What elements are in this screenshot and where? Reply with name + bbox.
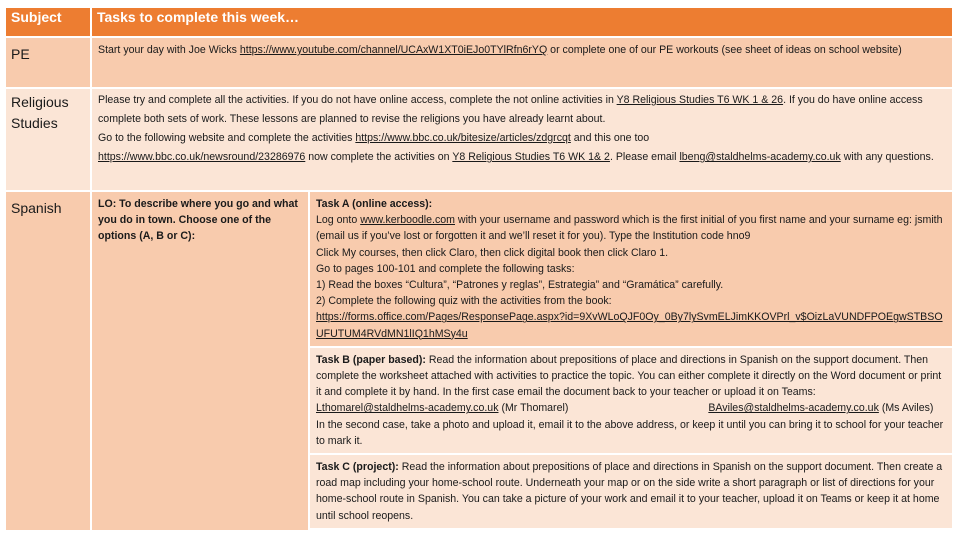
subject-cell-spanish — [5, 191, 91, 531]
thomarel-email-link[interactable]: Lthomarel@staldhelms-academy.co.uk — [316, 402, 499, 415]
re-text-5: now complete the activities on — [305, 151, 453, 163]
spanish-task-a — [310, 192, 952, 348]
re-teacher-email-link[interactable]: lbeng@staldhelms-academy.co.uk — [679, 151, 841, 163]
task-b-teacher-1: (Mr Thomarel) — [498, 402, 569, 415]
tasks-cell-religious-studies — [91, 88, 953, 191]
task-a-text-2: Click My courses, then click Claro, then click digital book then click Claro 1. — [316, 246, 669, 259]
header-tasks: Tasks to complete this week… — [97, 9, 300, 25]
subject-religious-studies: Religious Studies — [11, 94, 69, 131]
subject-cell-religious-studies — [5, 88, 91, 191]
pe-tasks-text — [92, 38, 952, 62]
table-header-row — [5, 7, 953, 37]
table-row-spanish — [5, 191, 953, 531]
task-c-title: Task C (project): — [316, 461, 399, 474]
task-c-text-1: Read the information about prepositions of place and directions in Spanish on the support document. Then create a road map including your home-school route. Underneath your map or on the side write a short paragraph or list of directions for your home-school route in Spanish. You can take a picture of your work and email it to your teacher, upload it on Teams or keep it at home until school reopens. — [316, 461, 943, 522]
pe-text-1: Start your day with Joe Wicks — [98, 44, 240, 56]
spanish-learning-objective: LO: To describe where you go and what you do in town. Choose one of the options (A, B or C): — [92, 192, 310, 530]
task-b-teacher-2: (Ms Aviles) — [878, 402, 934, 415]
quiz-form-link[interactable]: https://forms.office.com/Pages/ResponsePage.aspx?id=9XvWLoQJF0Oy_0By7lySvmELJimKKOVPrl_v$OizLaVUNDFPOEgwSTBSOUFUTUM4RVdMN1lIQ1hMSy4u — [316, 311, 943, 340]
joe-wicks-link[interactable]: https://www.youtube.com/channel/UCAxW1XT0iEJo0TYlRfn6rYQ — [239, 44, 548, 56]
tasks-cell-spanish — [91, 191, 953, 531]
tasks-cell-pe — [91, 37, 953, 88]
task-a-text-1b: with your username and password which is the first initial of you first name and your surname eg: jsmith (email us if you’ve lost or forgotten it and we’ll reset it for you). Type the Institution code hno9 — [316, 214, 943, 243]
re-text-1: Please try and complete all the activities. If you do not have online access, complete the not online activities in — [98, 94, 617, 106]
task-b-title: Task B (paper based): — [316, 353, 426, 366]
bbc-newsround-link[interactable]: https://www.bbc.co.uk/newsround/23286976 — [98, 151, 306, 163]
task-a-text-3: Go to pages 100-101 and complete the following tasks: — [316, 262, 575, 275]
task-a-text-1a: Log onto — [316, 214, 361, 227]
spanish-split — [92, 192, 952, 530]
header-tasks-cell — [91, 7, 953, 37]
aviles-email-link[interactable]: BAviles@staldhelms-academy.co.uk — [708, 402, 879, 415]
table-row-pe — [5, 37, 953, 88]
re-text-6: . Please email — [609, 151, 680, 163]
weekly-tasks-table — [4, 6, 954, 532]
task-b-text-2: In the second case, take a photo and upload it, email it to the above address, or keep it until you can bring it to school for your teacher to mark it. — [316, 418, 944, 447]
re-text-7: with any questions. — [840, 151, 934, 163]
re-wk1-26-link[interactable]: Y8 Religious Studies T6 WK 1 & 26 — [616, 94, 784, 106]
re-tasks-text — [92, 89, 952, 169]
subject-pe: PE — [11, 46, 30, 62]
kerboodle-link[interactable]: www.kerboodle.com — [360, 214, 455, 227]
spanish-task-list — [310, 192, 952, 530]
pe-text-2: or complete one of our PE workouts (see sheet of ideas on school website) — [547, 44, 902, 56]
re-text-4: and this one too — [570, 132, 650, 144]
table-row-religious-studies — [5, 88, 953, 191]
re-text-2: . If you do have online access complete both sets of work. These lessons are planned to revise the religions you have already learnt about. — [98, 94, 923, 125]
spanish-task-c — [310, 455, 952, 530]
re-wk1-2-link[interactable]: Y8 Religious Studies T6 WK 1& 2 — [452, 151, 610, 163]
spanish-task-b — [310, 348, 952, 455]
subject-spanish: Spanish — [11, 200, 62, 216]
task-a-text-4: 1) Read the boxes “Cultura”, “Patrones y reglas”, Estrategia” and “Gramática” carefully. — [316, 279, 724, 292]
task-b-text-1: Read the information about prepositions of place and directions in Spanish on the support document. Then complete the worksheet attached with activities to practice the topic. You can either complete it directly on the Word document or print it and complete it by hand. In the first case email the document back to your teacher or upload it on Teams: — [316, 353, 942, 399]
header-subject-cell — [5, 7, 91, 37]
subject-cell-pe — [5, 37, 91, 88]
task-a-text-5: 2) Complete the following quiz with the activities from the book: — [316, 295, 612, 308]
re-text-3: Go to the following website and complete the activities — [98, 132, 356, 144]
task-a-title: Task A (online access): — [316, 198, 433, 210]
bbc-bitesize-link[interactable]: https://www.bbc.co.uk/bitesize/articles/zdgrcqt — [355, 132, 571, 144]
header-subject: Subject — [11, 9, 62, 25]
